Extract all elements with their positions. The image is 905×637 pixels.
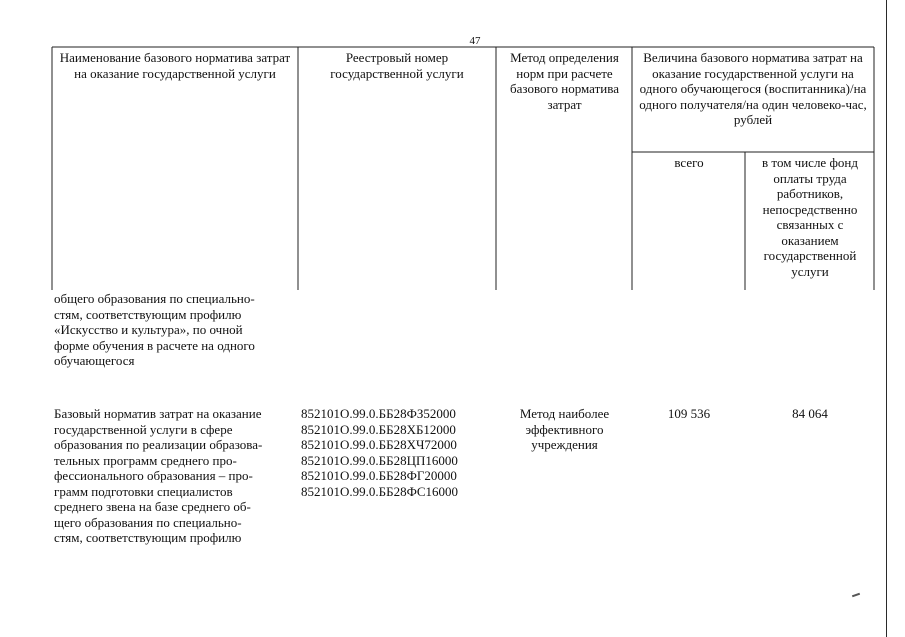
service-name-line: Базовый норматив затрат на оказание [54,406,262,421]
service-name-line: образования по реализации образова- [54,437,263,452]
registry-code: 852101О.99.0.ББ28ХЧ72000 [301,437,457,453]
registry-code: 852101О.99.0.ББ28ФС16000 [301,483,459,499]
page-number: 47 [469,35,481,47]
registry-code: 852101О.99.0.ББ28ХБ12000 [301,421,456,437]
service-name-line: тельных программ среднего про- [54,452,237,468]
row-method: Метод наиболее эффективного учреждения [519,406,610,452]
service-name-line: щего образования по специально- [54,514,242,530]
header-standard-name: Наименование базового норматива затрат на оказание государственной услуги [59,50,291,81]
continuation-line: форме обучения в расчете на одного [54,337,255,353]
row-service-name [54,406,296,546]
continuation-line: общего образования по специально- [54,291,255,306]
header-total: всего [674,155,704,170]
registry-code: 852101О.99.0.ББ28ФГ20000 [301,468,457,484]
service-name-line: стям, соответствующим профилю [54,530,242,545]
header-registry-number: Реестровый номер государственной услуги [330,50,464,81]
row-wage-fund-value: 84 064 [792,406,828,421]
service-name-line: грамм подготовки специалистов [54,483,233,499]
continuation-line: обучающегося [54,353,135,368]
row-total-value: 109 536 [667,406,711,421]
service-name-line: среднего звена на базе среднего об- [54,499,251,514]
service-name-line: государственной услуги в сфере [54,421,233,437]
continuation-line: стям, соответствующим профилю [54,306,242,322]
page-edge-line [886,0,887,637]
header-wage-fund: в том числе фонд оплаты труда работников, непосредственно связанных с оказанием государственной услуги [762,155,858,279]
header-method: Метод определения норм при расчете базового норматива затрат [510,50,619,112]
continuation-text [54,291,296,369]
registry-code: 852101О.99.0.ББ28ЦП16000 [301,452,458,468]
row-registry-codes [301,406,458,500]
continuation-line: «Искусство и культура», по очной [54,322,243,337]
header-standard-value: Величина базового норматива затрат на оказание государственной услуги на одного обучающегося (воспитанника)/на одного получателя/на один человеко-час, рублей [639,50,867,127]
service-name-line: фессионального образования – про- [54,468,253,483]
registry-code: 852101О.99.0.ББ28ФЗ52000 [301,406,456,421]
